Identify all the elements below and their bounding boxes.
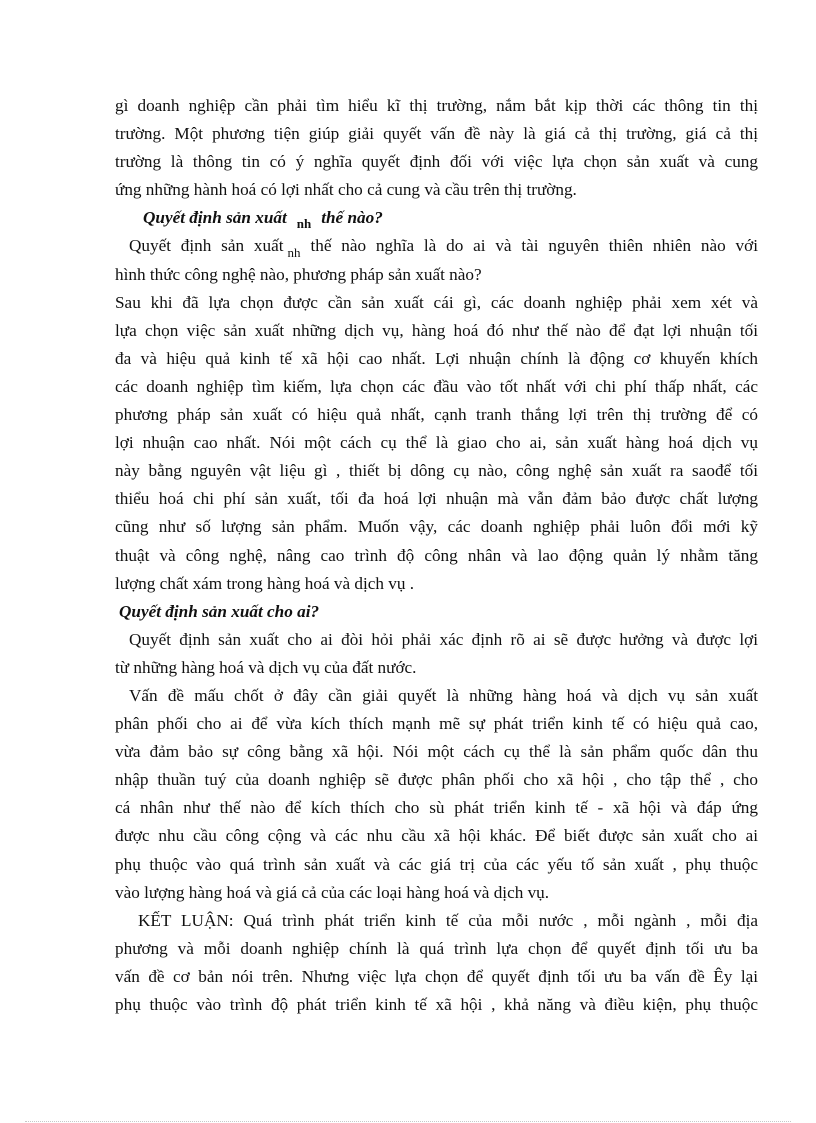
page-bottom-rule <box>25 1121 791 1122</box>
paragraph-line: các doanh nghiệp tìm kiếm, lựa chọn các đầu vào tốt nhất với chi phí thấp nhất, các <box>115 376 758 396</box>
paragraph-line: trường. Một phương tiện giúp giải quyết vấn đề này là giá cả thị trường, giá cả thị <box>115 124 758 144</box>
line-text: thế nào nghĩa là do ai và tài nguyên thiên nhiên nào với <box>310 236 758 256</box>
paragraph-line: được nhu cầu công cộng và các nhu cầu xã hội khác. Để biết được sản xuất cho ai <box>115 826 758 846</box>
paragraph-line: nhập thuần tuý của doanh nghiệp sẽ được phân phối cho xã hội , cho tập thể , cho <box>115 770 758 790</box>
paragraph-line: thiểu hoá chi phí sản xuất, tối đa hoá lợi nhuận mà vẫn đảm bảo được chất lượng <box>115 489 758 509</box>
section-heading-for-whom: Quyết định sản xuất cho ai? <box>119 601 320 621</box>
heading-text: Quyết định sản xuất <box>143 208 287 228</box>
paragraph-line: Quyết định sản xuất cho ai đòi hỏi phải xác định rõ ai sẽ được hưởng và được lợi <box>129 629 758 649</box>
paragraph-line: vừa đảm bảo sự công bằng xã hội. Nói một cách cụ thể là sản phẩm quốc dân thu <box>115 742 758 762</box>
paragraph-line: cũng như số lượng sản phẩm. Muốn vậy, các doanh nghiệp phải luôn đổi mới kỹ <box>115 517 758 537</box>
heading-text: thế nào? <box>321 208 383 228</box>
paragraph-line: phụ thuộc vào quá trình sản xuất và các giá trị của các yếu tố sản xuất , phụ thuộc <box>115 854 758 874</box>
line-subscript: nh <box>287 245 301 261</box>
line-text: Quyết định sản xuất <box>129 236 284 256</box>
paragraph-line <box>115 232 758 260</box>
paragraph-line: phân phối cho ai để vừa kích thích mạnh mẽ sự phát triển kinh tế có hiệu quả cao, <box>115 714 758 734</box>
document-body <box>115 92 758 1019</box>
paragraph-line: vấn đề cơ bản nói trên. Nhưng việc lựa chọn để quyết định tối ưu ba vấn đề Êy lại <box>115 966 758 986</box>
paragraph-line: lượng chất xám trong hàng hoá và dịch vụ . <box>115 573 415 593</box>
paragraph-line: gì doanh nghiệp cần phải tìm hiểu kĩ thị trường, nắm bắt kịp thời các thông tin thị <box>115 96 758 115</box>
paragraph-line: Vấn đề mấu chốt ở đây cần giải quyết là những hàng hoá và dịch vụ sản xuất <box>129 685 758 705</box>
paragraph-line: lựa chọn việc sản xuất những dịch vụ, hàng hoá đó như thế nào để đạt lợi nhuận tối <box>115 320 758 340</box>
paragraph-line: cá nhân như thế nào để kích thích cho sù phát triển kinh tế - xã hội và đáp ứng <box>115 798 758 818</box>
conclusion-line: KẾT LUẬN: Quá trình phát triển kinh tế của mỗi nước , mỗi ngành , mỗi địa <box>138 910 758 930</box>
paragraph-line: phụ thuộc vào trình độ phát triển kinh tế xã hội , khả năng và điều kiện, phụ thuộc <box>115 995 758 1014</box>
paragraph-line: thuật và công nghệ, nâng cao trình độ công nhân và lao động quản lý nhằm tăng <box>115 545 758 565</box>
paragraph-line: Sau khi đã lựa chọn được cần sản xuất cái gì, các doanh nghiệp phải xem xét và <box>115 292 758 312</box>
paragraph-line: từ những hàng hoá và dịch vụ của đất nước. <box>115 657 417 677</box>
paragraph-line: này bằng nguyên vật liệu gì , thiết bị dông cụ nào, công nghệ sản xuất ra saođể tối <box>115 461 758 481</box>
heading-subscript: nh <box>296 216 312 232</box>
paragraph-line: vào lượng hàng hoá và giá cả của các loại hàng hoá và dịch vụ. <box>115 882 550 902</box>
paragraph-line: hình thức công nghệ nào, phương pháp sản xuất nào? <box>115 264 482 284</box>
paragraph-line: phương và mỗi doanh nghiệp chính là quá trình lựa chọn để quyết định tối ưu ba <box>115 938 758 958</box>
section-heading-how <box>115 204 758 232</box>
paragraph-line: ứng những hành hoá có lợi nhất cho cả cung và cầu trên thị trường. <box>115 180 577 200</box>
paragraph-line: đa và hiệu quả kinh tế xã hội cao nhất. Lợi nhuận chính là động cơ khuyến khích <box>115 348 758 368</box>
paragraph-line: trường là thông tin có ý nghĩa quyết định đối với việc lựa chọn sản xuất và cung <box>115 152 758 172</box>
paragraph-line: phương pháp sản xuất có hiệu quả nhất, cạnh tranh thắng lợi trên thị trường để có <box>115 405 758 425</box>
paragraph-line: lợi nhuận cao nhất. Nói một cách cụ thể là giao cho ai, sản xuất hàng hoá dịch vụ <box>115 433 758 453</box>
